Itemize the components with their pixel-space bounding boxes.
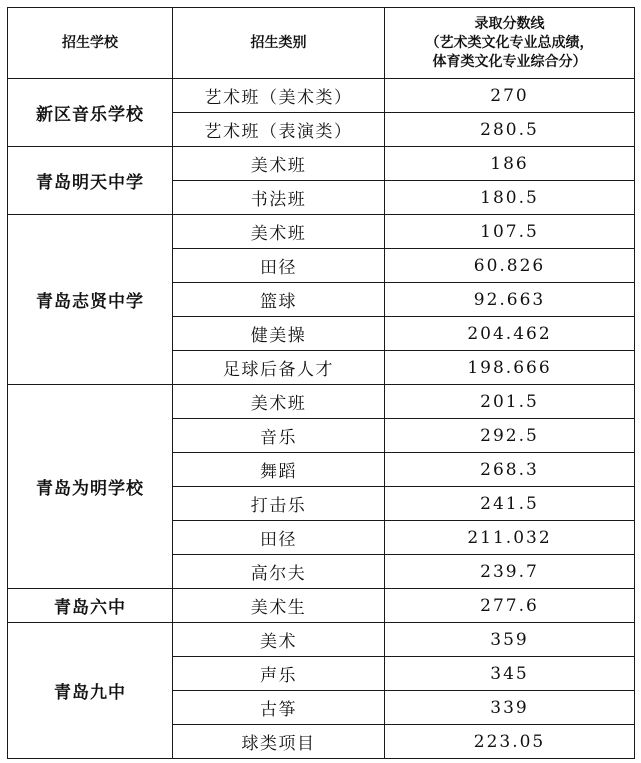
score-cell: 277.6 [385, 589, 635, 623]
category-cell: 艺术班（表演类） [173, 113, 385, 147]
category-cell: 高尔夫 [173, 555, 385, 589]
school-cell: 青岛明天中学 [8, 147, 173, 215]
category-cell: 音乐 [173, 419, 385, 453]
category-cell: 足球后备人才 [173, 351, 385, 385]
score-cell: 92.663 [385, 283, 635, 317]
header-school: 招生学校 [8, 8, 173, 79]
score-cell: 180.5 [385, 181, 635, 215]
category-cell: 美术 [173, 623, 385, 657]
score-cell: 223.05 [385, 725, 635, 759]
category-cell: 篮球 [173, 283, 385, 317]
table-row [8, 623, 635, 657]
school-cell: 青岛为明学校 [8, 385, 173, 589]
category-cell: 书法班 [173, 181, 385, 215]
category-cell: 田径 [173, 521, 385, 555]
admission-score-table [7, 7, 635, 759]
category-cell: 美术班 [173, 147, 385, 181]
score-cell: 268.3 [385, 453, 635, 487]
header-score [385, 8, 635, 79]
category-cell: 艺术班（美术类） [173, 79, 385, 113]
header-score-note-1: （艺术类文化专业总成绩， [425, 34, 594, 51]
score-cell: 60.826 [385, 249, 635, 283]
category-cell: 美术班 [173, 385, 385, 419]
category-cell: 打击乐 [173, 487, 385, 521]
score-cell: 204.462 [385, 317, 635, 351]
category-cell: 球类项目 [173, 725, 385, 759]
score-cell: 270 [385, 79, 635, 113]
category-cell: 美术班 [173, 215, 385, 249]
category-cell: 古筝 [173, 691, 385, 725]
table-header-row [8, 8, 635, 79]
table-row [8, 589, 635, 623]
school-cell: 青岛六中 [8, 589, 173, 623]
score-cell: 339 [385, 691, 635, 725]
score-cell: 359 [385, 623, 635, 657]
header-category: 招生类别 [173, 8, 385, 79]
category-cell: 田径 [173, 249, 385, 283]
table-row [8, 147, 635, 181]
score-cell: 292.5 [385, 419, 635, 453]
score-cell: 186 [385, 147, 635, 181]
score-cell: 239.7 [385, 555, 635, 589]
table-row [8, 385, 635, 419]
category-cell: 舞蹈 [173, 453, 385, 487]
score-cell: 241.5 [385, 487, 635, 521]
school-cell: 青岛志贤中学 [8, 215, 173, 385]
score-cell: 107.5 [385, 215, 635, 249]
category-cell: 美术生 [173, 589, 385, 623]
header-score-note-2: 体育类文化专业综合分） [432, 53, 587, 70]
header-score-title: 录取分数线 [474, 15, 545, 32]
score-cell: 211.032 [385, 521, 635, 555]
category-cell: 健美操 [173, 317, 385, 351]
category-cell: 声乐 [173, 657, 385, 691]
score-cell: 198.666 [385, 351, 635, 385]
table-row [8, 79, 635, 113]
score-cell: 345 [385, 657, 635, 691]
school-cell: 新区音乐学校 [8, 79, 173, 147]
score-cell: 280.5 [385, 113, 635, 147]
table-row [8, 215, 635, 249]
score-cell: 201.5 [385, 385, 635, 419]
school-cell: 青岛九中 [8, 623, 173, 759]
